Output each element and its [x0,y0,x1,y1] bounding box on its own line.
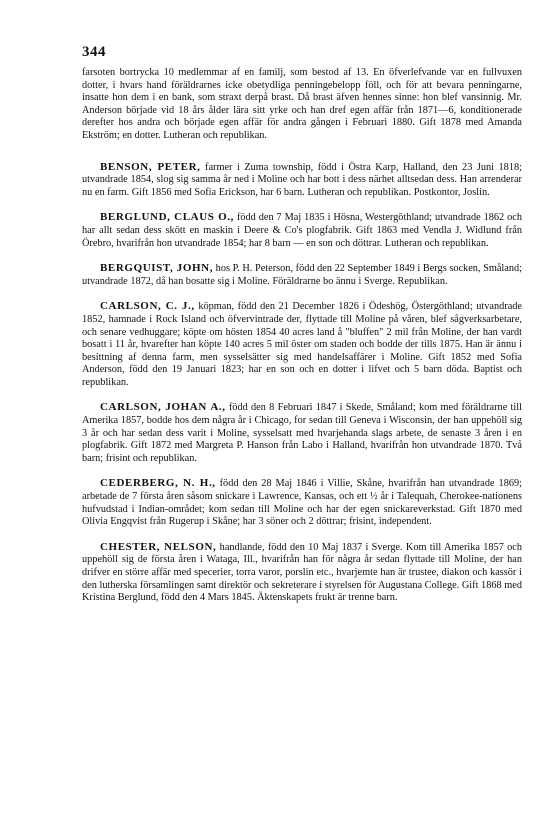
entry-name: BERGLUND, CLAUS O., [100,211,235,224]
continuation-paragraph [82,67,522,143]
biography-entry [82,262,522,288]
biography-entry [82,300,522,389]
biography-entry [82,541,522,605]
page-number: 344 [82,44,106,60]
biography-entry [82,401,522,465]
entry-text: farmer i Zuma township, född i Östra Karp, Halland, den 23 Juni 1818; utvandrade 1854, slog sig samma år ned i Moline och har bott i dess närhet alltsedan dess. Han arrenderar nu en farm. Gift 1856 med Sofia Erickson, har 6 barn. Lutheran och republikan. Postkontor, Joslin. [82,161,522,198]
entry-name: CEDERBERG, N. H., [100,477,216,490]
biography-entry [82,477,522,528]
entry-text: köpman, född den 21 December 1826 i Ödeshög, Östergöthland; utvandrade 1852, hamnade i Rock Island och öfvervintrade der, flyttade till Moline på våren, blef sågverksarbetare, och senare vedhuggare; köpte om hösten 1854 40 acres land å "bluffen" 2 mil från Moline, der han vardt bosatt i 11 år, hvarefter han köpte 140 acres 5 mil öster om staden och bodde der tills 1875. Han är ännu i besittning af denna farm, men sysselsätter sig med handelsaffärer i Moline. Gift 1852 med Sofia Anderson, född den 19 Januari 1823; har en son och en dotter i lifvet och 5 barn döda. Baptist och republikan. [82,301,522,388]
entry-text: född den 8 Februari 1847 i Skede, Småland; kom med föräldrarne till Amerika 1857, bodde hos dem några år i Chicago, for sedan till Geneva i Wisconsin, der han uppehöll sig 3 år och har sedan dess varit i Moline, sysselsatt med hvarjehanda slags arbete, de senaste 3 åren i en plogfabrik. Gift 1872 med Margreta P. Hanson från Labo i Halland, hvarifrån hon utvandrade 1870. Två barn; frisint och republikan. [82,402,522,464]
entry-text: född den 7 Maj 1835 i Hösna, Westergöthland; utvandrade 1862 och har allt sedan dess skött en maskin i Deere & Co's plogfabrik. Gift 1863 med Vendla J. Widlund från Örebro, hvarifrån hon utvandrade 1854; har 8 barn — en son och döttrar. Lutheran och republikan. [82,212,522,249]
continuation-text: farsoten bortrycka 10 medlemmar af en familj, som bestod af 13. En öfverlefvande var en fullvuxen dotter, i hvars hand föräldrarnes icke obetydliga penningebelopp föll, och för att bevara penningarne, insatte hon dem i en bank, som straxt derpå brast. Då brast äfven hennes sinne: hon blef vansinnig. Mr. Anderson började vid 18 års ålder lära sitt yrke och han dref egen affär från 1871—6, konditionerade derefter hos andra och började egen affär för andra gången i Februari 1880. Gift 1878 med Amanda Ekström; en dotter. Lutheran och republikan. [82,67,522,141]
entry-text: handlande, född den 10 Maj 1837 i Sverge. Kom till Amerika 1857 och uppehöll sig de första åren i Wataga, Ill., hvarifrån han för några år sedan flyttade till Moline, der han drifver en större affär med specerier, torra varor, porslin etc., hvarjemte han är trustee, diakon och kassör i den lutherska församlingen samt direktör och sekreterare i styrelsen för Augustana College. Gift 1868 med Kristina Berglund, född den 4 Mars 1845. Äktenskapets frukt är trenne barn. [82,541,522,604]
entry-text: född den 28 Maj 1846 i Villie, Skåne, hvarifrån han utvandrade 1869; arbetade de 7 första åren såsom snickare i Lawrence, Kansas, och ett ½ år i Talequah, Cherokee-nationens hufvudstad i Indian-området; kom sedan till Moline och har der egen snickareverkstad. Gift 1870 med Olivia Engqvist från Rugerup i Skåne; har 3 söner och 2 döttrar; frisint, independent. [82,478,522,528]
entry-name: CARLSON, JOHAN A., [100,401,226,414]
book-page [82,44,522,617]
entry-name: CARLSON, C. J., [100,300,195,313]
entry-name: CHESTER, NELSON, [100,540,217,553]
entry-name: BENSON, PETER, [100,160,201,173]
biography-entry [82,211,522,250]
biography-entry [82,161,522,200]
entry-name: BERGQUIST, JOHN, [100,262,214,275]
entry-text: hos P. H. Peterson, född den 22 September 1849 i Bergs socken, Småland; utvandrade 1872, då han bosatte sig i Moline. Föräldrarne bo ännu i Sverge. Republikan. [82,263,523,287]
